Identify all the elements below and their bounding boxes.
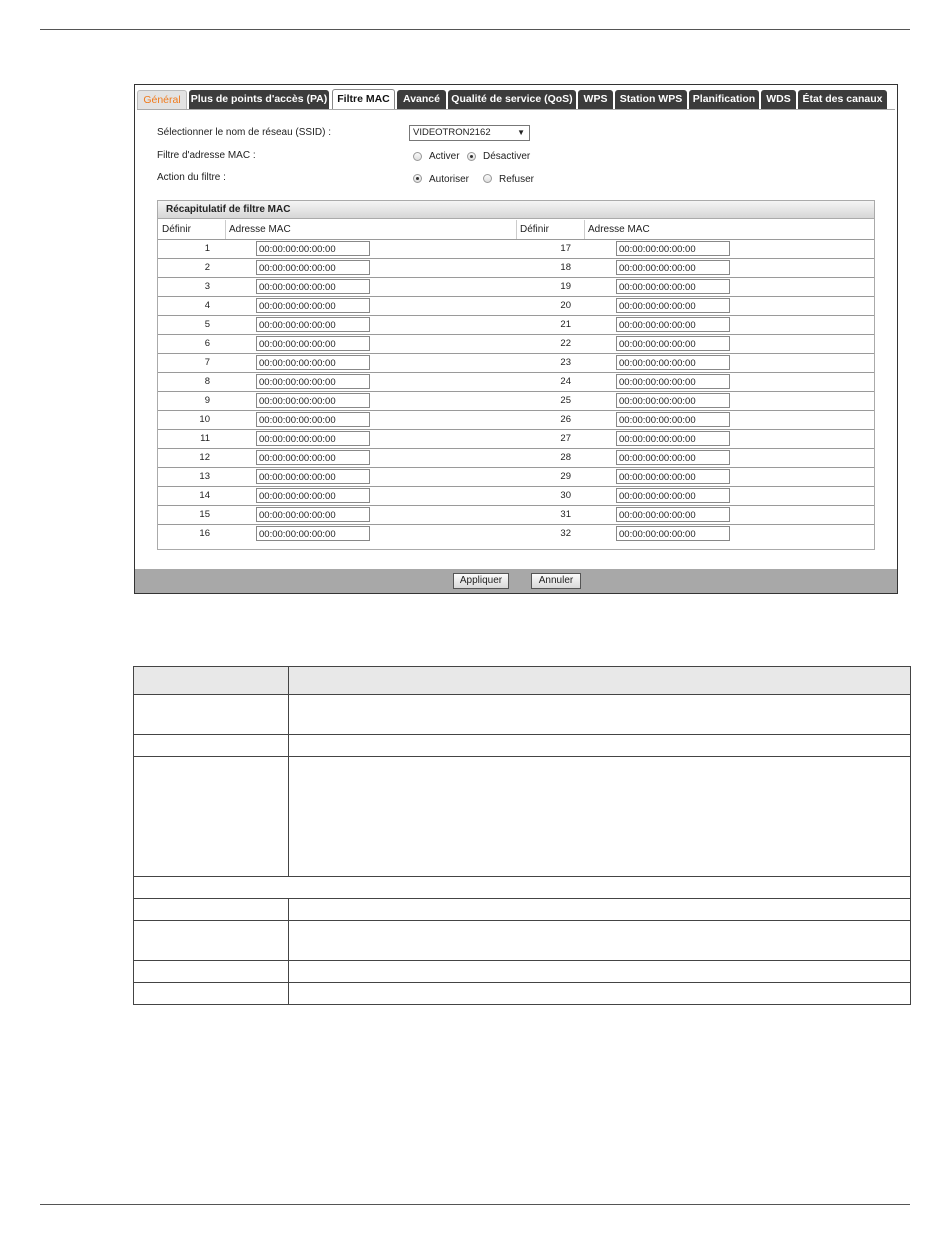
mac-address-input[interactable]: 00:00:00:00:00:00 <box>256 336 370 351</box>
define-number: 4 <box>204 300 210 311</box>
table-row <box>134 667 911 695</box>
filter-action-label: Action du filtre : <box>157 172 226 183</box>
table-row <box>158 277 874 296</box>
ssid-select[interactable] <box>409 125 530 141</box>
define-number: 1 <box>204 243 210 254</box>
table-row <box>158 315 874 334</box>
table-row <box>158 296 874 315</box>
mac-address-input[interactable]: 00:00:00:00:00:00 <box>616 393 730 408</box>
define-number: 3 <box>204 281 210 292</box>
define-number: 27 <box>560 433 571 444</box>
table-cell <box>289 667 911 695</box>
table-cell <box>134 757 289 877</box>
tab-wps[interactable]: WPS <box>578 90 613 109</box>
col-define-right: Définir <box>520 224 549 235</box>
table-cell <box>289 735 911 757</box>
table-row <box>134 983 911 1005</box>
table-cell <box>289 921 911 961</box>
bottom-rule <box>40 1204 910 1205</box>
mac-address-input[interactable]: 00:00:00:00:00:00 <box>256 374 370 389</box>
table-row <box>158 353 874 372</box>
define-number: 5 <box>204 319 210 330</box>
radio-allow[interactable] <box>413 174 422 183</box>
table-cell <box>134 899 289 921</box>
mac-address-input[interactable]: 00:00:00:00:00:00 <box>616 469 730 484</box>
action-bar <box>135 569 897 593</box>
mac-address-input[interactable]: 00:00:00:00:00:00 <box>256 507 370 522</box>
mac-filter-panel <box>137 109 895 570</box>
mac-address-input[interactable]: 00:00:00:00:00:00 <box>256 279 370 294</box>
define-number: 28 <box>560 452 571 463</box>
table-row <box>134 921 911 961</box>
mac-address-input[interactable]: 00:00:00:00:00:00 <box>256 488 370 503</box>
ssid-select-value: VIDEOTRON2162 <box>413 127 491 138</box>
cancel-button[interactable]: Annuler <box>531 573 581 589</box>
table-row <box>134 757 911 877</box>
define-number: 8 <box>204 376 210 387</box>
table-row <box>158 429 874 448</box>
mac-address-input[interactable]: 00:00:00:00:00:00 <box>616 526 730 541</box>
define-number: 24 <box>560 376 571 387</box>
mac-address-input[interactable]: 00:00:00:00:00:00 <box>616 431 730 446</box>
table-row <box>158 524 874 543</box>
mac-address-input[interactable]: 00:00:00:00:00:00 <box>616 374 730 389</box>
table-row <box>158 372 874 391</box>
tab-mac-filter[interactable]: Filtre MAC <box>332 89 395 110</box>
table-cell <box>289 983 911 1005</box>
radio-enable-label: Activer <box>429 151 460 162</box>
radio-allow-label: Autoriser <box>429 174 470 185</box>
radio-disable[interactable] <box>467 152 476 161</box>
mac-address-input[interactable]: 00:00:00:00:00:00 <box>616 412 730 427</box>
col-mac-right: Adresse MAC <box>588 224 650 235</box>
define-number: 22 <box>560 338 571 349</box>
mac-address-input[interactable]: 00:00:00:00:00:00 <box>256 298 370 313</box>
tab-multi-ap[interactable]: Plus de points d'accès (PA) <box>189 90 329 109</box>
mac-filter-label: Filtre d'adresse MAC : <box>157 150 256 161</box>
mac-address-input[interactable]: 00:00:00:00:00:00 <box>616 317 730 332</box>
table-row <box>158 467 874 486</box>
mac-address-input[interactable]: 00:00:00:00:00:00 <box>616 260 730 275</box>
mac-address-input[interactable]: 00:00:00:00:00:00 <box>256 412 370 427</box>
radio-disable-label: Désactiver <box>483 151 531 162</box>
tab-general[interactable]: Général <box>137 90 187 109</box>
mac-address-input[interactable]: 00:00:00:00:00:00 <box>616 336 730 351</box>
router-screenshot <box>134 84 898 594</box>
table-cell <box>134 921 289 961</box>
table-row <box>158 334 874 353</box>
define-number: 19 <box>560 281 571 292</box>
define-number: 15 <box>199 509 210 520</box>
table-row <box>158 448 874 467</box>
define-number: 18 <box>560 262 571 273</box>
table-cell <box>134 877 911 899</box>
table-row <box>158 505 874 524</box>
mac-address-input[interactable]: 00:00:00:00:00:00 <box>256 241 370 256</box>
chevron-down-icon: ▼ <box>517 128 525 137</box>
mac-address-input[interactable]: 00:00:00:00:00:00 <box>616 507 730 522</box>
apply-button[interactable]: Appliquer <box>453 573 509 589</box>
mac-address-input[interactable]: 00:00:00:00:00:00 <box>616 298 730 313</box>
tab-channel-status[interactable]: État des canaux <box>798 90 887 109</box>
table-row <box>134 899 911 921</box>
mac-address-input[interactable]: 00:00:00:00:00:00 <box>256 355 370 370</box>
table-row <box>158 391 874 410</box>
define-number: 30 <box>560 490 571 501</box>
define-number: 6 <box>204 338 210 349</box>
table-cell <box>134 983 289 1005</box>
col-define-left: Définir <box>162 224 191 235</box>
define-number: 21 <box>560 319 571 330</box>
table-cell <box>289 961 911 983</box>
table-row <box>158 410 874 429</box>
mac-address-input[interactable]: 00:00:00:00:00:00 <box>256 526 370 541</box>
mac-address-input[interactable]: 00:00:00:00:00:00 <box>616 355 730 370</box>
mac-address-input[interactable]: 00:00:00:00:00:00 <box>256 431 370 446</box>
define-number: 29 <box>560 471 571 482</box>
define-number: 32 <box>560 528 571 539</box>
table-row <box>134 877 911 899</box>
table-cell <box>134 667 289 695</box>
tab-advanced[interactable]: Avancé <box>397 90 446 109</box>
col-separator <box>584 220 585 239</box>
table-cell <box>289 899 911 921</box>
define-number: 2 <box>204 262 210 273</box>
mac-address-input[interactable]: 00:00:00:00:00:00 <box>616 450 730 465</box>
tab-wds[interactable]: WDS <box>761 90 796 109</box>
mac-address-input[interactable]: 00:00:00:00:00:00 <box>256 450 370 465</box>
mac-filter-summary <box>157 200 875 550</box>
mac-address-input[interactable]: 00:00:00:00:00:00 <box>616 488 730 503</box>
table-cell <box>289 695 911 735</box>
define-number: 20 <box>560 300 571 311</box>
define-number: 9 <box>204 395 210 406</box>
mac-address-input[interactable]: 00:00:00:00:00:00 <box>256 469 370 484</box>
define-number: 11 <box>200 433 210 444</box>
mac-address-input[interactable]: 00:00:00:00:00:00 <box>256 317 370 332</box>
ssid-label: Sélectionner le nom de réseau (SSID) : <box>157 127 331 138</box>
define-number: 7 <box>204 357 210 368</box>
col-separator <box>225 220 226 239</box>
mac-address-input[interactable]: 00:00:00:00:00:00 <box>616 241 730 256</box>
define-number: 16 <box>199 528 210 539</box>
mac-address-input[interactable]: 00:00:00:00:00:00 <box>616 279 730 294</box>
define-number: 25 <box>560 395 571 406</box>
col-separator <box>516 220 517 239</box>
tab-schedule[interactable]: Planification <box>689 90 759 109</box>
table-cell <box>134 961 289 983</box>
mac-address-input[interactable]: 00:00:00:00:00:00 <box>256 260 370 275</box>
define-number: 12 <box>199 452 210 463</box>
table-row <box>158 239 874 258</box>
description-table <box>133 666 911 1005</box>
table-row <box>134 961 911 983</box>
tab-wps-station[interactable]: Station WPS <box>615 90 687 109</box>
table-row <box>134 695 911 735</box>
define-number: 17 <box>560 243 571 254</box>
radio-deny[interactable] <box>483 174 492 183</box>
define-number: 14 <box>199 490 210 501</box>
tab-bar <box>135 85 897 109</box>
tab-qos[interactable]: Qualité de service (QoS) <box>448 90 576 109</box>
define-number: 10 <box>199 414 210 425</box>
summary-title: Récapitulatif de filtre MAC <box>158 201 874 219</box>
table-cell <box>134 735 289 757</box>
define-number: 26 <box>560 414 571 425</box>
define-number: 23 <box>560 357 571 368</box>
table-row <box>134 735 911 757</box>
table-cell <box>134 695 289 735</box>
table-row <box>158 258 874 277</box>
col-mac-left: Adresse MAC <box>229 224 291 235</box>
top-rule <box>40 29 910 30</box>
radio-enable[interactable] <box>413 152 422 161</box>
define-number: 31 <box>560 509 571 520</box>
table-row <box>158 486 874 505</box>
define-number: 13 <box>199 471 210 482</box>
table-cell <box>289 757 911 877</box>
radio-deny-label: Refuser <box>499 174 535 185</box>
mac-address-input[interactable]: 00:00:00:00:00:00 <box>256 393 370 408</box>
